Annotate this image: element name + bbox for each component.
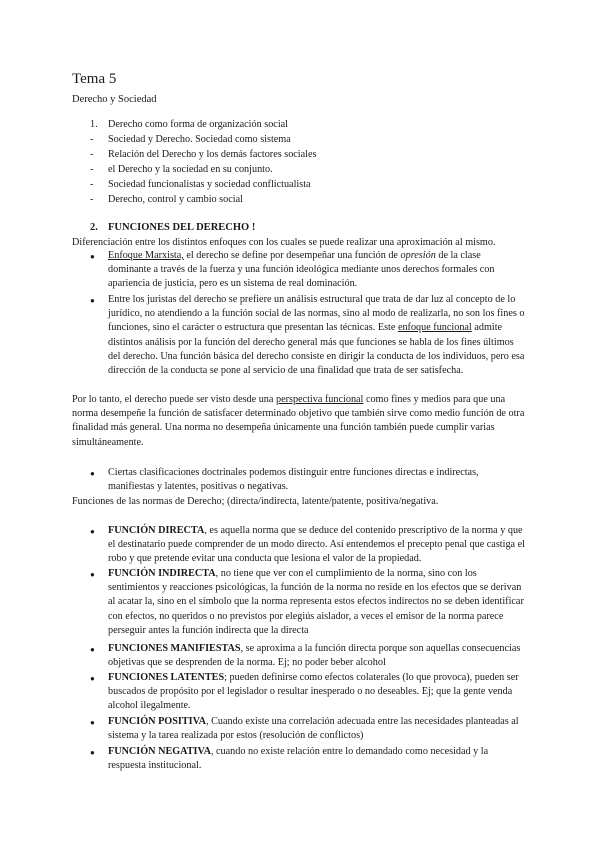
paragraph-functional: Entre los juristas del derecho se prefiere un análisis estructural que trata de dar luz al concepto de lo jurídico, no atendiendo a la función social de las normas, sino al modo de realizarla, no son los fines o funciones, sino el carácter o estructura que presentan las técnicas. Este enfoque funcional admite distintos análisis por la función del derecho general más que funciones se habla de los fines últimos del derecho. Una función básica del derecho consiste en dirigir la conducta de los individuos, pero esa dirección de la conducta se pone al servicio de una finalidad que trata de ser satisfecha. bbox=[108, 294, 525, 377]
page-subtitle: Derecho y Sociedad bbox=[72, 94, 157, 105]
list-item-text: el Derecho y la sociedad en su conjunto. bbox=[108, 164, 273, 175]
function-manifest: FUNCIONES MANIFIESTAS, se aproxima a la función directa porque son aquellas consecuencias objetivas que se desprenden de la norma. Ej; no poder beber alcohol bbox=[108, 643, 521, 669]
term-marxist: Enfoque Marxista, bbox=[108, 250, 184, 261]
term-perspective: perspectiva funcional bbox=[275, 394, 364, 405]
bullet-icon: ● bbox=[90, 718, 95, 727]
term-functional: enfoque funcional bbox=[397, 322, 472, 334]
function-positive: FUNCIÓN POSITIVA, Cuando existe una correlación adecuada entre las necesidades planteadas al sistema y la tarea realizada por estos (resolución de conflictos) bbox=[108, 716, 519, 742]
page-title: Tema 5 bbox=[72, 71, 117, 87]
bullet-icon: ● bbox=[90, 527, 95, 536]
paragraph-marxist: Enfoque Marxista, el derecho se define por desempeñar una función de opresión de la clase dominante a través de la fuerza y una función ideológica mediante unos derechos formales con apariencia de justicia, pero es un sistema de real dominación. bbox=[108, 250, 495, 290]
section-number: 2. bbox=[90, 222, 98, 233]
bullet-icon: ● bbox=[90, 469, 95, 478]
list-item-text: Relación del Derecho y los demás factores sociales bbox=[108, 149, 317, 160]
bullet-icon: ● bbox=[90, 645, 95, 654]
list-item-text: Derecho como forma de organización social bbox=[108, 119, 288, 130]
list-marker: - bbox=[90, 149, 94, 160]
bullet-icon: ● bbox=[90, 748, 95, 757]
paragraph-perspective: Por lo tanto, el derecho puede ser visto desde una perspectiva funcional como fines y medios para que una norma desempeñe la función de satisfacer determinado objetivo que también sirve como medio función de otra finalidad más general. Una norma no desempeña únicamente una función también puede cumplir varias simultáneamente. bbox=[72, 394, 525, 448]
list-item-text: Sociedad funcionalistas y sociedad conflictualista bbox=[108, 179, 311, 190]
list-item-text: Sociedad y Derecho. Sociedad como sistema bbox=[108, 134, 291, 145]
list-item-text: Derecho, control y cambio social bbox=[108, 194, 243, 205]
paragraph-classifications: Ciertas clasificaciones doctrinales podemos distinguir entre funciones directas e indirectas, manifiestas y latentes, positivas o negativas. bbox=[108, 467, 479, 493]
bullet-icon: ● bbox=[90, 252, 95, 261]
list-marker: - bbox=[90, 164, 94, 175]
list-marker: - bbox=[90, 134, 94, 145]
list-marker: - bbox=[90, 179, 94, 190]
list-marker: 1. bbox=[90, 119, 98, 130]
functions-summary: Funciones de las normas de Derecho; (directa/indirecta, latente/patente, positiva/negativa. bbox=[72, 496, 439, 507]
emphasis: opresión bbox=[400, 250, 436, 261]
function-direct: FUNCIÓN DIRECTA, es aquella norma que se deduce del contenido prescriptivo de la norma y que el destinatario puede comprender de un modo directo. Así entendemos el precepto penal que castiga el robo y que pretende evitar una conducta que lesiona el valor de la propiedad. bbox=[108, 525, 525, 565]
section-intro: Diferenciación entre los distintos enfoques con los cuales se puede realizar una aproximación al mismo. bbox=[72, 237, 496, 248]
list-marker: - bbox=[90, 194, 94, 205]
bullet-icon: ● bbox=[90, 674, 95, 683]
function-indirect: FUNCIÓN INDIRECTA, no tiene que ver con el cumplimiento de la norma, sino con los sentimientos y reacciones psicológicas, la función de la norma no reside en los efectos que se derivan al acatar la, sino en el símbolo que la norma representa estos efectos indirectos no se deben identificar con efectos, no queridos o no previstos por elegiús aislador, a veces el emisor de la norma parece perseguir antes la función indirecta que la directa bbox=[108, 568, 524, 636]
function-latent: FUNCIONES LATENTES; pueden definirse como efectos colaterales (lo que provoca), pueden ser buscados de propósito por el legislador o resultar inesperado o no deseables. Ej; que la gente venda alcohol ilegalmente. bbox=[108, 672, 519, 712]
section-heading-text: FUNCIONES DEL DERECHO ! bbox=[108, 222, 256, 233]
bullet-icon: ● bbox=[90, 296, 95, 305]
function-negative: FUNCIÓN NEGATIVA, cuando no existe relación entre lo demandado como necesidad y la respuesta institucional. bbox=[108, 746, 489, 772]
bullet-icon: ● bbox=[90, 570, 95, 579]
